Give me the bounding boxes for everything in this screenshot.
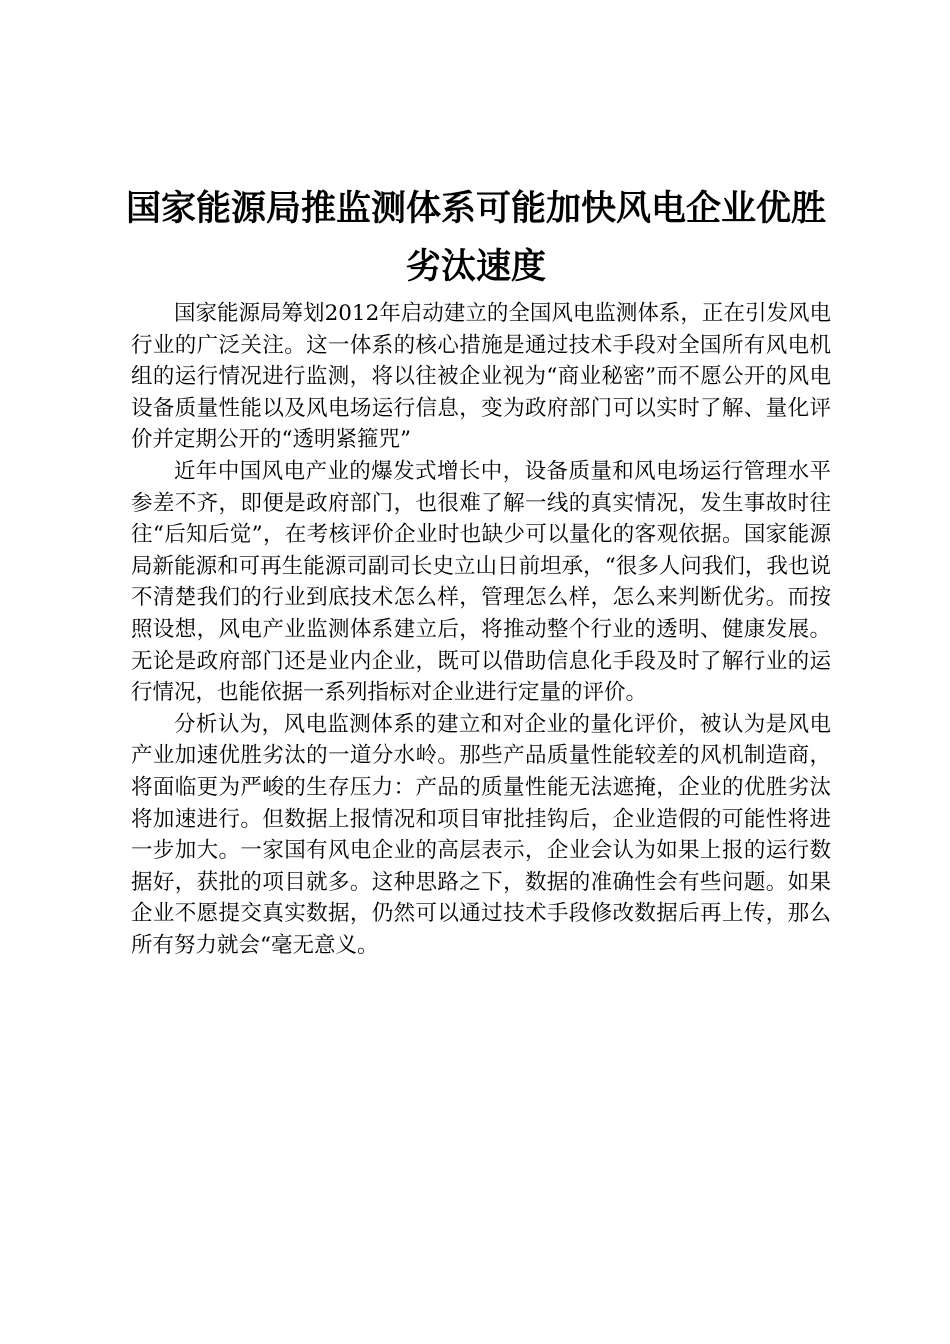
document-body bbox=[131, 298, 831, 961]
document-title: 国家能源局推监测体系可能加快风电企业优胜劣汰速度 bbox=[125, 189, 826, 287]
paragraph-1: 国家能源局筹划2012年启动建立的全国风电监测体系，正在引发风电行业的广泛关注。这一体系的核心措施是通过技术手段对全国所有风电机组的运行情况进行监测，将以往被企业视为“商业秘密”而不愿公开的风电设备质量性能以及风电场运行信息，变为政府部门可以实时了解、量化评价并定期公开的“透明紧箍咒” bbox=[131, 301, 831, 453]
paragraph-2: 近年中国风电产业的爆发式增长中，设备质量和风电场运行管理水平参差不齐，即便是政府部门，也很难了解一线的真实情况，发生事故时往往“后知后觉”，在考核评价企业时也缺少可以量化的客观依据。国家能源局新能源和可再生能源司副司长史立山日前坦承，“很多人问我们，我也说不清楚我们的行业到底技术怎么样，管理怎么样，怎么来判断优劣。而按照设想，风电产业监测体系建立后，将推动整个行业的透明、健康发展。无论是政府部门还是业内企业，既可以借助信息化手段及时了解行业的运行情况，也能依据一系列指标对企业进行定量的评价。 bbox=[131, 458, 831, 706]
paragraph-3: 分析认为，风电监测体系的建立和对企业的量化评价，被认为是风电产业加速优胜劣汰的一道分水岭。那些产品质量性能较差的风机制造商，将面临更为严峻的生存压力：产品的质量性能无法遮掩，企业的优胜劣汰将加速进行。但数据上报情况和项目审批挂钩后，企业造假的可能性将进一步加大。一家国有风电企业的高层表示，企业会认为如果上报的运行数据好，获批的项目就多。这种思路之下，数据的准确性会有些问题。如果企业不愿提交真实数据，仍然可以通过技术手段修改数据后再上传，那么所有努力就会“毫无意义。 bbox=[131, 711, 831, 958]
